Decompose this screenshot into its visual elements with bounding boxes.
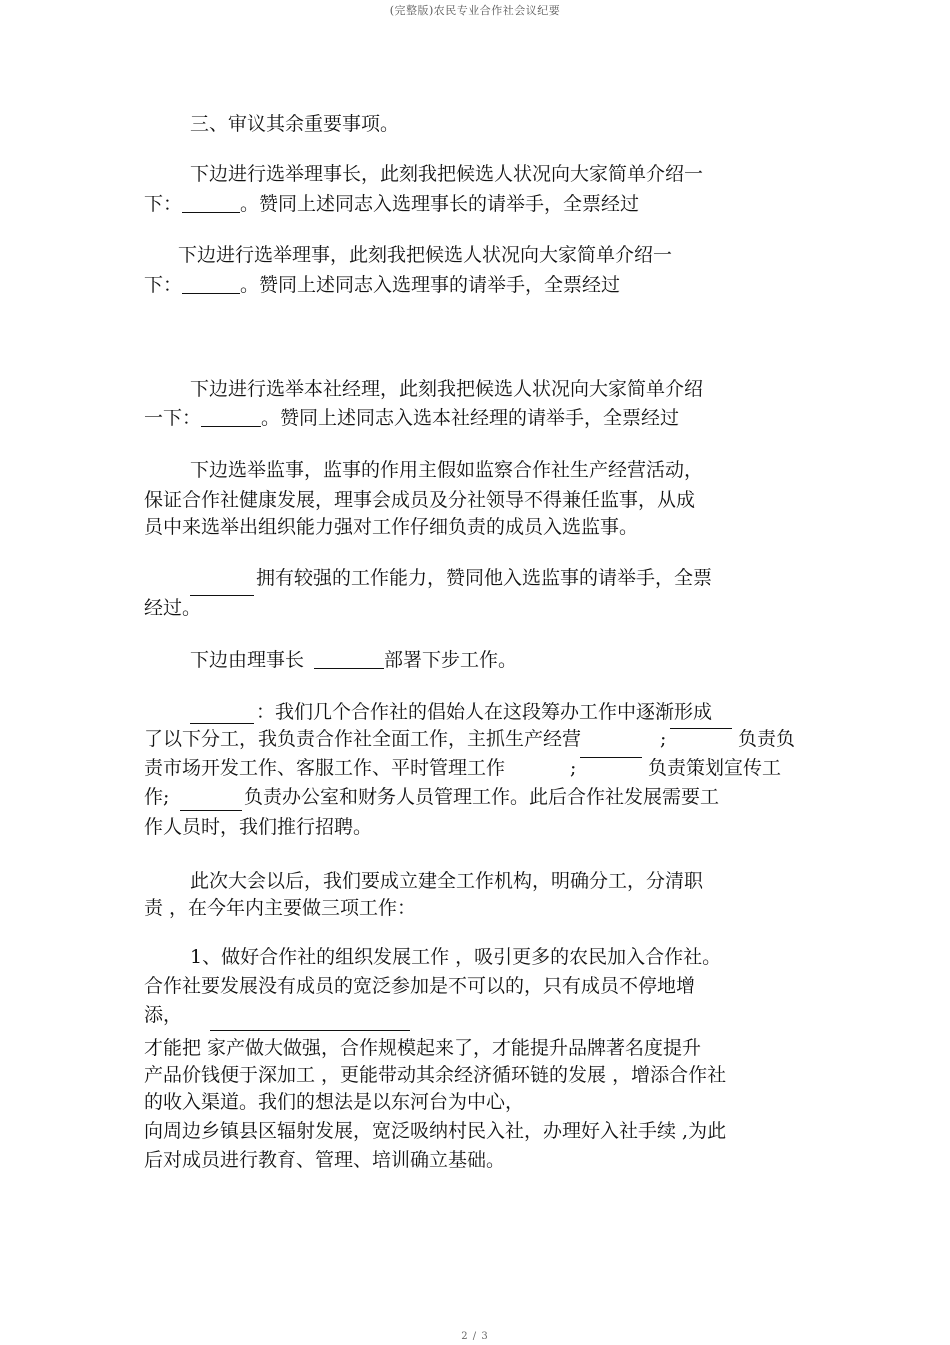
- paragraph-line: [144, 406, 679, 430]
- paragraph-line: ;: [660, 728, 667, 750]
- paragraph-line: 员中来选举出组织能力强对工作仔细负责的成员入选监事。: [144, 516, 639, 538]
- blank-line: [182, 194, 240, 213]
- text-segment: 下：: [144, 193, 183, 215]
- text-segment: 。赞同上述同志入选本社经理的请举手，全票经过: [261, 407, 680, 429]
- paragraph-line: [144, 273, 620, 297]
- text-segment: 。赞同上述同志入选理事的请举手，全票经过: [240, 274, 621, 296]
- paragraph-line: 产品价钱便于深加工 ，更能带动其余经济循环链的发展 ，增添合作社: [144, 1064, 727, 1086]
- text-segment: 了以下分工，我负责合作社全面工作，主抓生产经营: [144, 728, 582, 750]
- paragraph-line: [144, 727, 581, 751]
- page-number: 2 / 3: [461, 1331, 489, 1342]
- paragraph-line: 负责策划宣传工: [648, 757, 782, 779]
- paragraph-line: 三、审议其余重要事项。: [190, 113, 400, 135]
- blank-line: [670, 728, 732, 729]
- paragraph-line: 下边进行选举理事长，此刻我把候选人状况向大家简单介绍一: [190, 163, 704, 185]
- paragraph-line: [190, 648, 517, 672]
- paragraph-line: 合作社要发展没有成员的宽泛参加是不可以的，只有成员不停地增: [144, 975, 696, 997]
- blank-line: [210, 1030, 410, 1031]
- paragraph-line: ;: [570, 757, 577, 779]
- text-segment: 下：: [144, 274, 183, 296]
- paragraph-line: 经过。: [144, 597, 202, 619]
- blank-line: [580, 757, 642, 758]
- paragraph-line: 向周边乡镇县区辐射发展，宽泛吸纳村民入社，办理好入社手续 ,为此: [144, 1120, 727, 1142]
- text-segment: 下边由理事长: [190, 649, 305, 671]
- paragraph-line: 此次大会以后，我们要成立建全工作机构，明确分工，分清职: [190, 870, 704, 892]
- text-segment: 。赞同上述同志入选理事长的请举手，全票经过: [240, 193, 640, 215]
- blank-line: [182, 275, 240, 294]
- paragraph-line: 保证合作社健康发展，理事会成员及分社领导不得兼任监事，从成: [144, 489, 696, 511]
- paragraph-line: 负责负: [738, 728, 796, 750]
- paragraph-line: [144, 192, 639, 216]
- paragraph-line: 作人员时，我们推行招聘。: [144, 816, 373, 838]
- paragraph-line: 才能把 家产做大做强，合作规模起来了，才能提升品牌著名度提升: [144, 1037, 702, 1059]
- paragraph-line: 1、做好合作社的组织发展工作 ，吸引更多的农民加入合作社。: [190, 946, 722, 968]
- page-header: (完整版)农民专业合作社会议纪要: [389, 4, 561, 17]
- paragraph-line: 后对成员进行教育、管理、培训确立基础。: [144, 1149, 506, 1171]
- blank-line: [314, 650, 384, 669]
- paragraph-line: 负责办公室和财务人员管理工作。此后合作社发展需要工: [244, 786, 720, 808]
- paragraph-line: 添，: [144, 1004, 183, 1026]
- paragraph-line: 责市场开发工作、客服工作、平时管理工作: [144, 757, 506, 779]
- text-segment: 一下：: [144, 407, 202, 429]
- paragraph-line: 责 ，在今年内主要做三项工作：: [144, 897, 417, 919]
- paragraph-line: 下边选举监事，监事的作用主假如监察合作社生产经营活动，: [190, 459, 704, 481]
- paragraph-line: 拥有较强的工作能力，赞同他入选监事的请举手，全票: [256, 567, 713, 589]
- paragraph-line: 作;: [144, 786, 170, 808]
- blank-line: [190, 723, 254, 724]
- paragraph-line: 下边进行选举本社经理，此刻我把候选人状况向大家简单介绍: [190, 378, 704, 400]
- paragraph-line: 的收入渠道。我们的想法是以东河台为中心，: [144, 1091, 525, 1113]
- paragraph-line: ：我们几个合作社的倡始人在这段筹办工作中逐渐形成: [256, 701, 713, 723]
- paragraph-line: 下边进行选举理事，此刻我把候选人状况向大家简单介绍一: [178, 244, 673, 266]
- blank-line: [180, 810, 242, 811]
- blank-line: [201, 408, 261, 427]
- text-segment: 部署下步工作。: [384, 649, 518, 671]
